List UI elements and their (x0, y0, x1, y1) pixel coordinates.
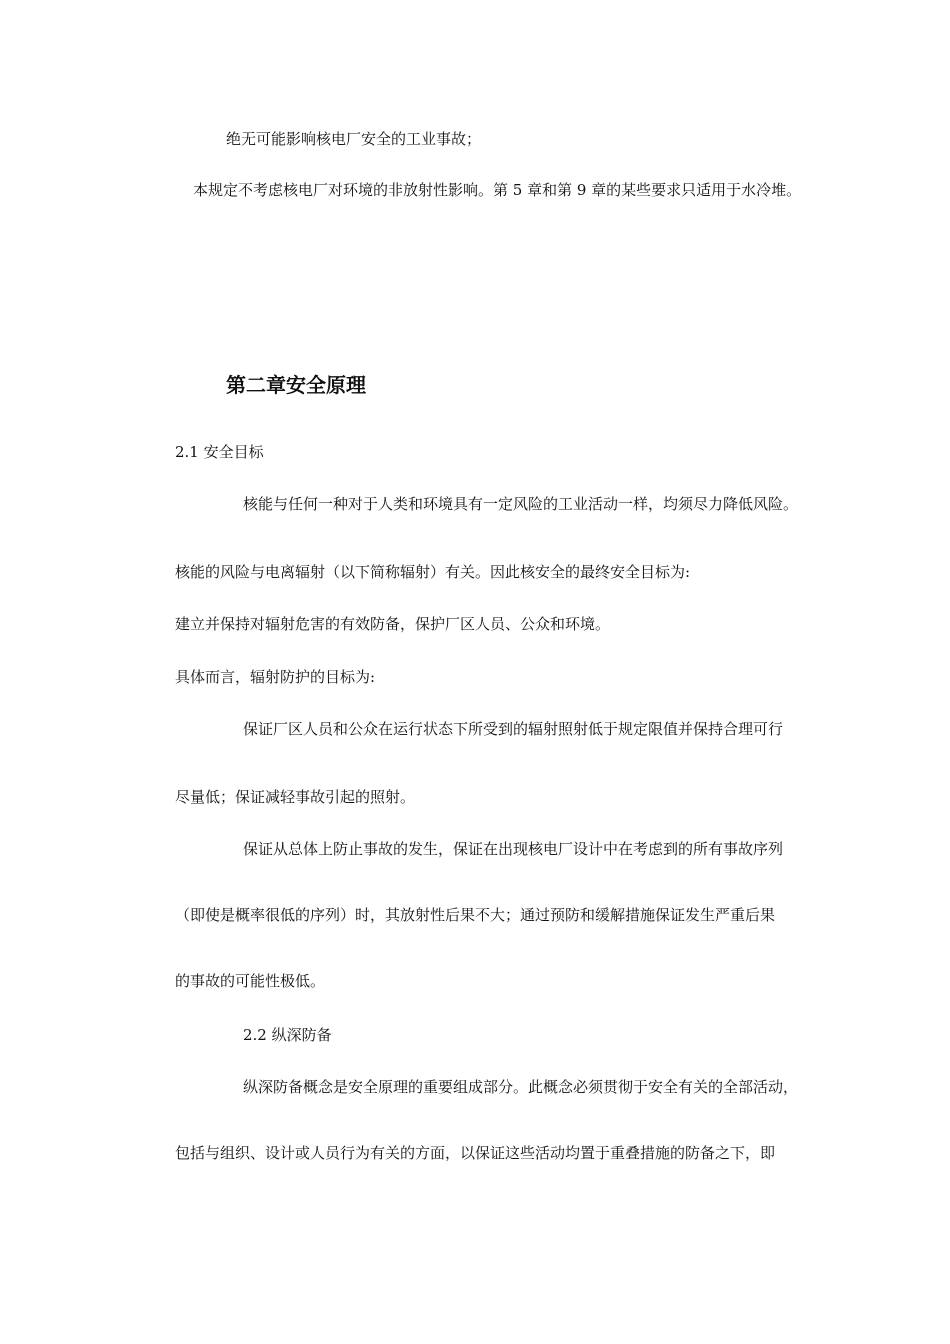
paragraph-line: 的事故的可能性极低。 (175, 972, 326, 990)
paragraph-line: 保证厂区人员和公众在运行状态下所受到的辐射照射低于规定限值并保持合理可行 (243, 720, 784, 738)
paragraph-line: 建立并保持对辐射危害的有效防备，保护厂区人员、公众和环境。 (175, 615, 611, 633)
paragraph-line: （即使是概率很低的序列）时，其放射性后果不大；通过预防和缓解措施保证发生严重后果 (175, 906, 776, 924)
paragraph-line: 核能的风险与电离辐射（以下简称辐射）有关。因此核安全的最终安全目标为: (175, 563, 691, 581)
chapter-title: 第二章安全原理 (226, 373, 366, 397)
paragraph-line: 纵深防备概念是安全原理的重要组成部分。此概念必须贯彻于安全有关的全部活动， (243, 1078, 799, 1096)
paragraph-line: 具体而言，辐射防护的目标为: (175, 668, 376, 686)
paragraph-line: 包括与组织、设计或人员行为有关的方面，以保证这些活动均置于重叠措施的防备之下，即 (175, 1144, 776, 1162)
scope-line-2: 本规定不考虑核电厂对环境的非放射性影响。第 5 章和第 9 章的某些要求只适用于水冷堆。 (193, 181, 802, 199)
section-2-2-title: 2.2 纵深防备 (243, 1026, 332, 1044)
scope-line-1: 绝无可能影响核电厂安全的工业事故； (226, 130, 482, 148)
paragraph-line: 保证从总体上防止事故的发生，保证在出现核电厂设计中在考虑到的所有事故序列 (243, 840, 784, 858)
paragraph-line: 核能与任何一种对于人类和环境具有一定风险的工业活动一样，均须尽力降低风险。 (243, 495, 799, 513)
section-2-1-title: 2.1 安全目标 (175, 443, 264, 461)
paragraph-line: 尽量低；保证减轻事故引起的照射。 (175, 788, 416, 806)
